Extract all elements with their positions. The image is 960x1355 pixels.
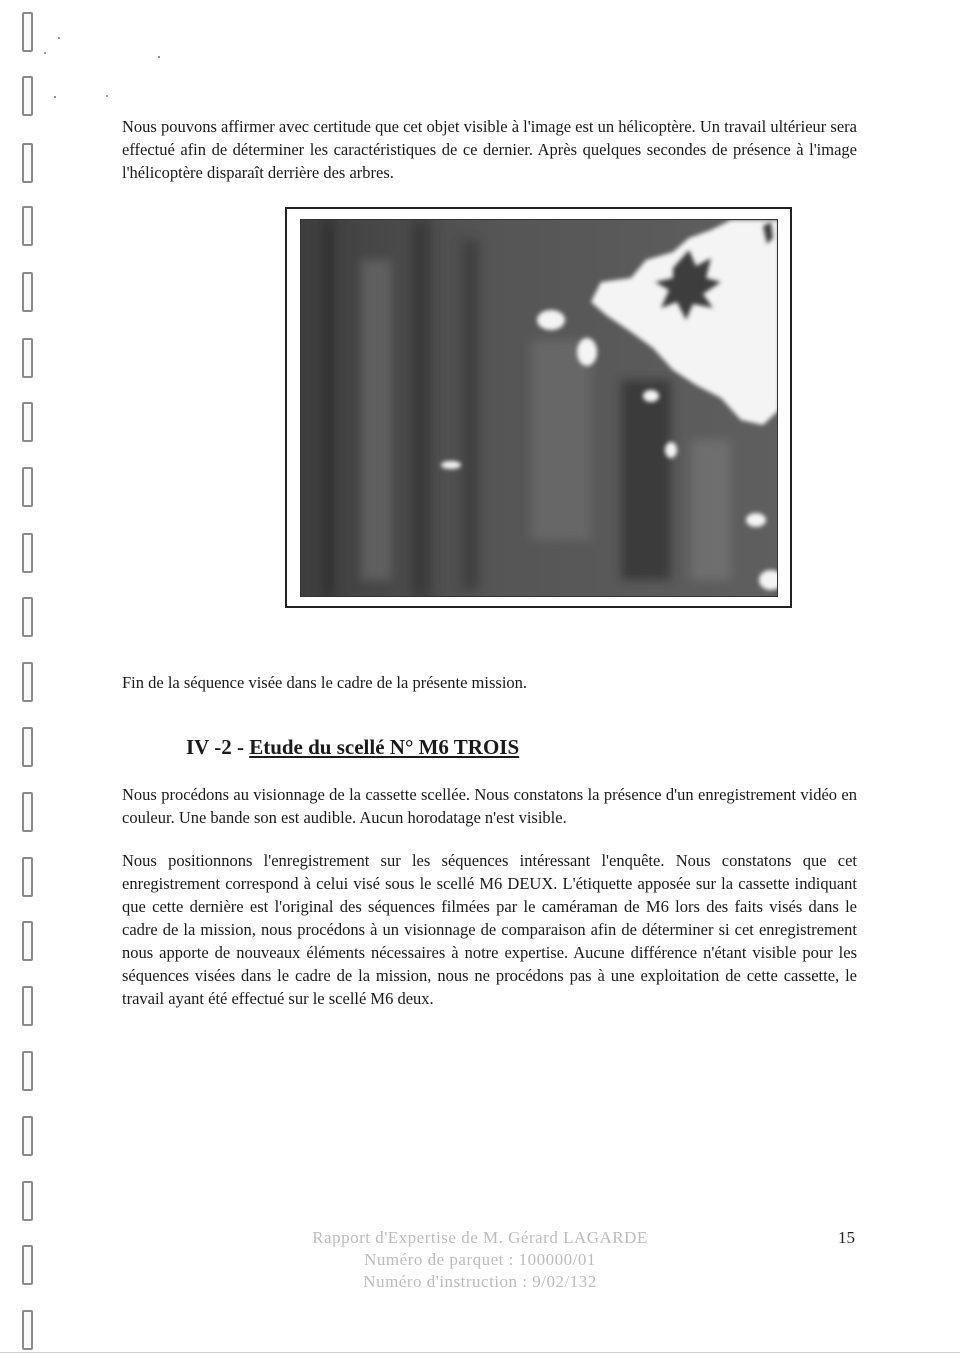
scan-speck — [54, 96, 56, 98]
binding-hole — [22, 467, 33, 507]
binding-hole — [22, 12, 33, 52]
binding-hole — [22, 1051, 33, 1091]
binding-hole — [22, 1116, 33, 1156]
binding-hole — [22, 1310, 33, 1350]
binding-hole — [22, 662, 33, 702]
binding-hole — [22, 1245, 33, 1285]
binding-hole — [22, 597, 33, 637]
page-number: 15 — [838, 1228, 855, 1247]
section-heading-prefix: IV -2 - — [186, 735, 250, 759]
binding-hole — [22, 272, 33, 312]
binding-hole — [22, 921, 33, 961]
paragraph-comparison: Nous positionnons l'enregistrement sur les séquences intéressant l'enquête. Nous constatons que cet enregistrement correspond à celui visé sous le scellé M6 DEUX. L'étiquette apposée sur la cassette indiquant que cette dernière est l'original des séquences filmées par le caméraman de M6 lors des faits visés dans le cadre de la mission, nous procédons à un visionnage de comparaison afin de déterminer si cet enregistrement nous apporte de nouveaux éléments nécessaires à notre expertise. Aucune différence n'étant visible pour les séquences visées dans le cadre de la mission, nous ne procédons pas à une exploitation de cette cassette, le travail ayant été effectué sur le scellé M6 deux. — [122, 851, 857, 1008]
paragraph-end-of-sequence: Fin de la séquence visée dans le cadre de la présente mission. — [122, 673, 528, 692]
binding-hole — [22, 76, 33, 116]
section-heading-title: Etude du scellé N° M6 TROIS — [249, 735, 520, 759]
binding-hole — [22, 727, 33, 767]
footer-report-title: Rapport d'Expertise de M. Gérard LAGARDE — [312, 1228, 648, 1247]
paragraph-helicopter: Nous pouvons affirmer avec certitude que cet objet visible à l'image est un hélicoptère. Un travail ultérieur sera effectué afin de déterminer les caractéristiques de ce dernier. Après quelques secondes de présence à l'image l'hélicoptère disparaît derrière des arbres. — [122, 117, 857, 182]
binding-hole — [22, 338, 33, 378]
paragraph-viewing: Nous procédons au visionnage de la cassette scellée. Nous constatons la présence d'un enregistrement vidéo en couleur. Une bande son est audible. Aucun horodatage n'est visible. — [122, 785, 857, 827]
scan-speck — [106, 95, 108, 97]
binding-hole — [22, 1181, 33, 1221]
binding-holes — [0, 0, 60, 1355]
binding-hole — [22, 792, 33, 832]
scan-speck — [158, 56, 160, 58]
scan-speck — [44, 52, 46, 54]
binding-hole — [22, 402, 33, 442]
binding-hole — [22, 986, 33, 1026]
binding-hole — [22, 143, 33, 183]
video-frame-image — [300, 219, 778, 597]
binding-hole — [22, 857, 33, 897]
footer-parquet-number: Numéro de parquet : 100000/01 — [364, 1250, 596, 1269]
binding-hole — [22, 533, 33, 573]
section-heading — [186, 735, 519, 760]
video-frame-figure — [285, 207, 792, 608]
scan-speck — [58, 37, 60, 39]
report-footer — [240, 1227, 720, 1293]
page-bottom-edge — [0, 1352, 960, 1353]
binding-hole — [22, 206, 33, 246]
footer-instruction-number: Numéro d'instruction : 9/02/132 — [363, 1272, 597, 1291]
